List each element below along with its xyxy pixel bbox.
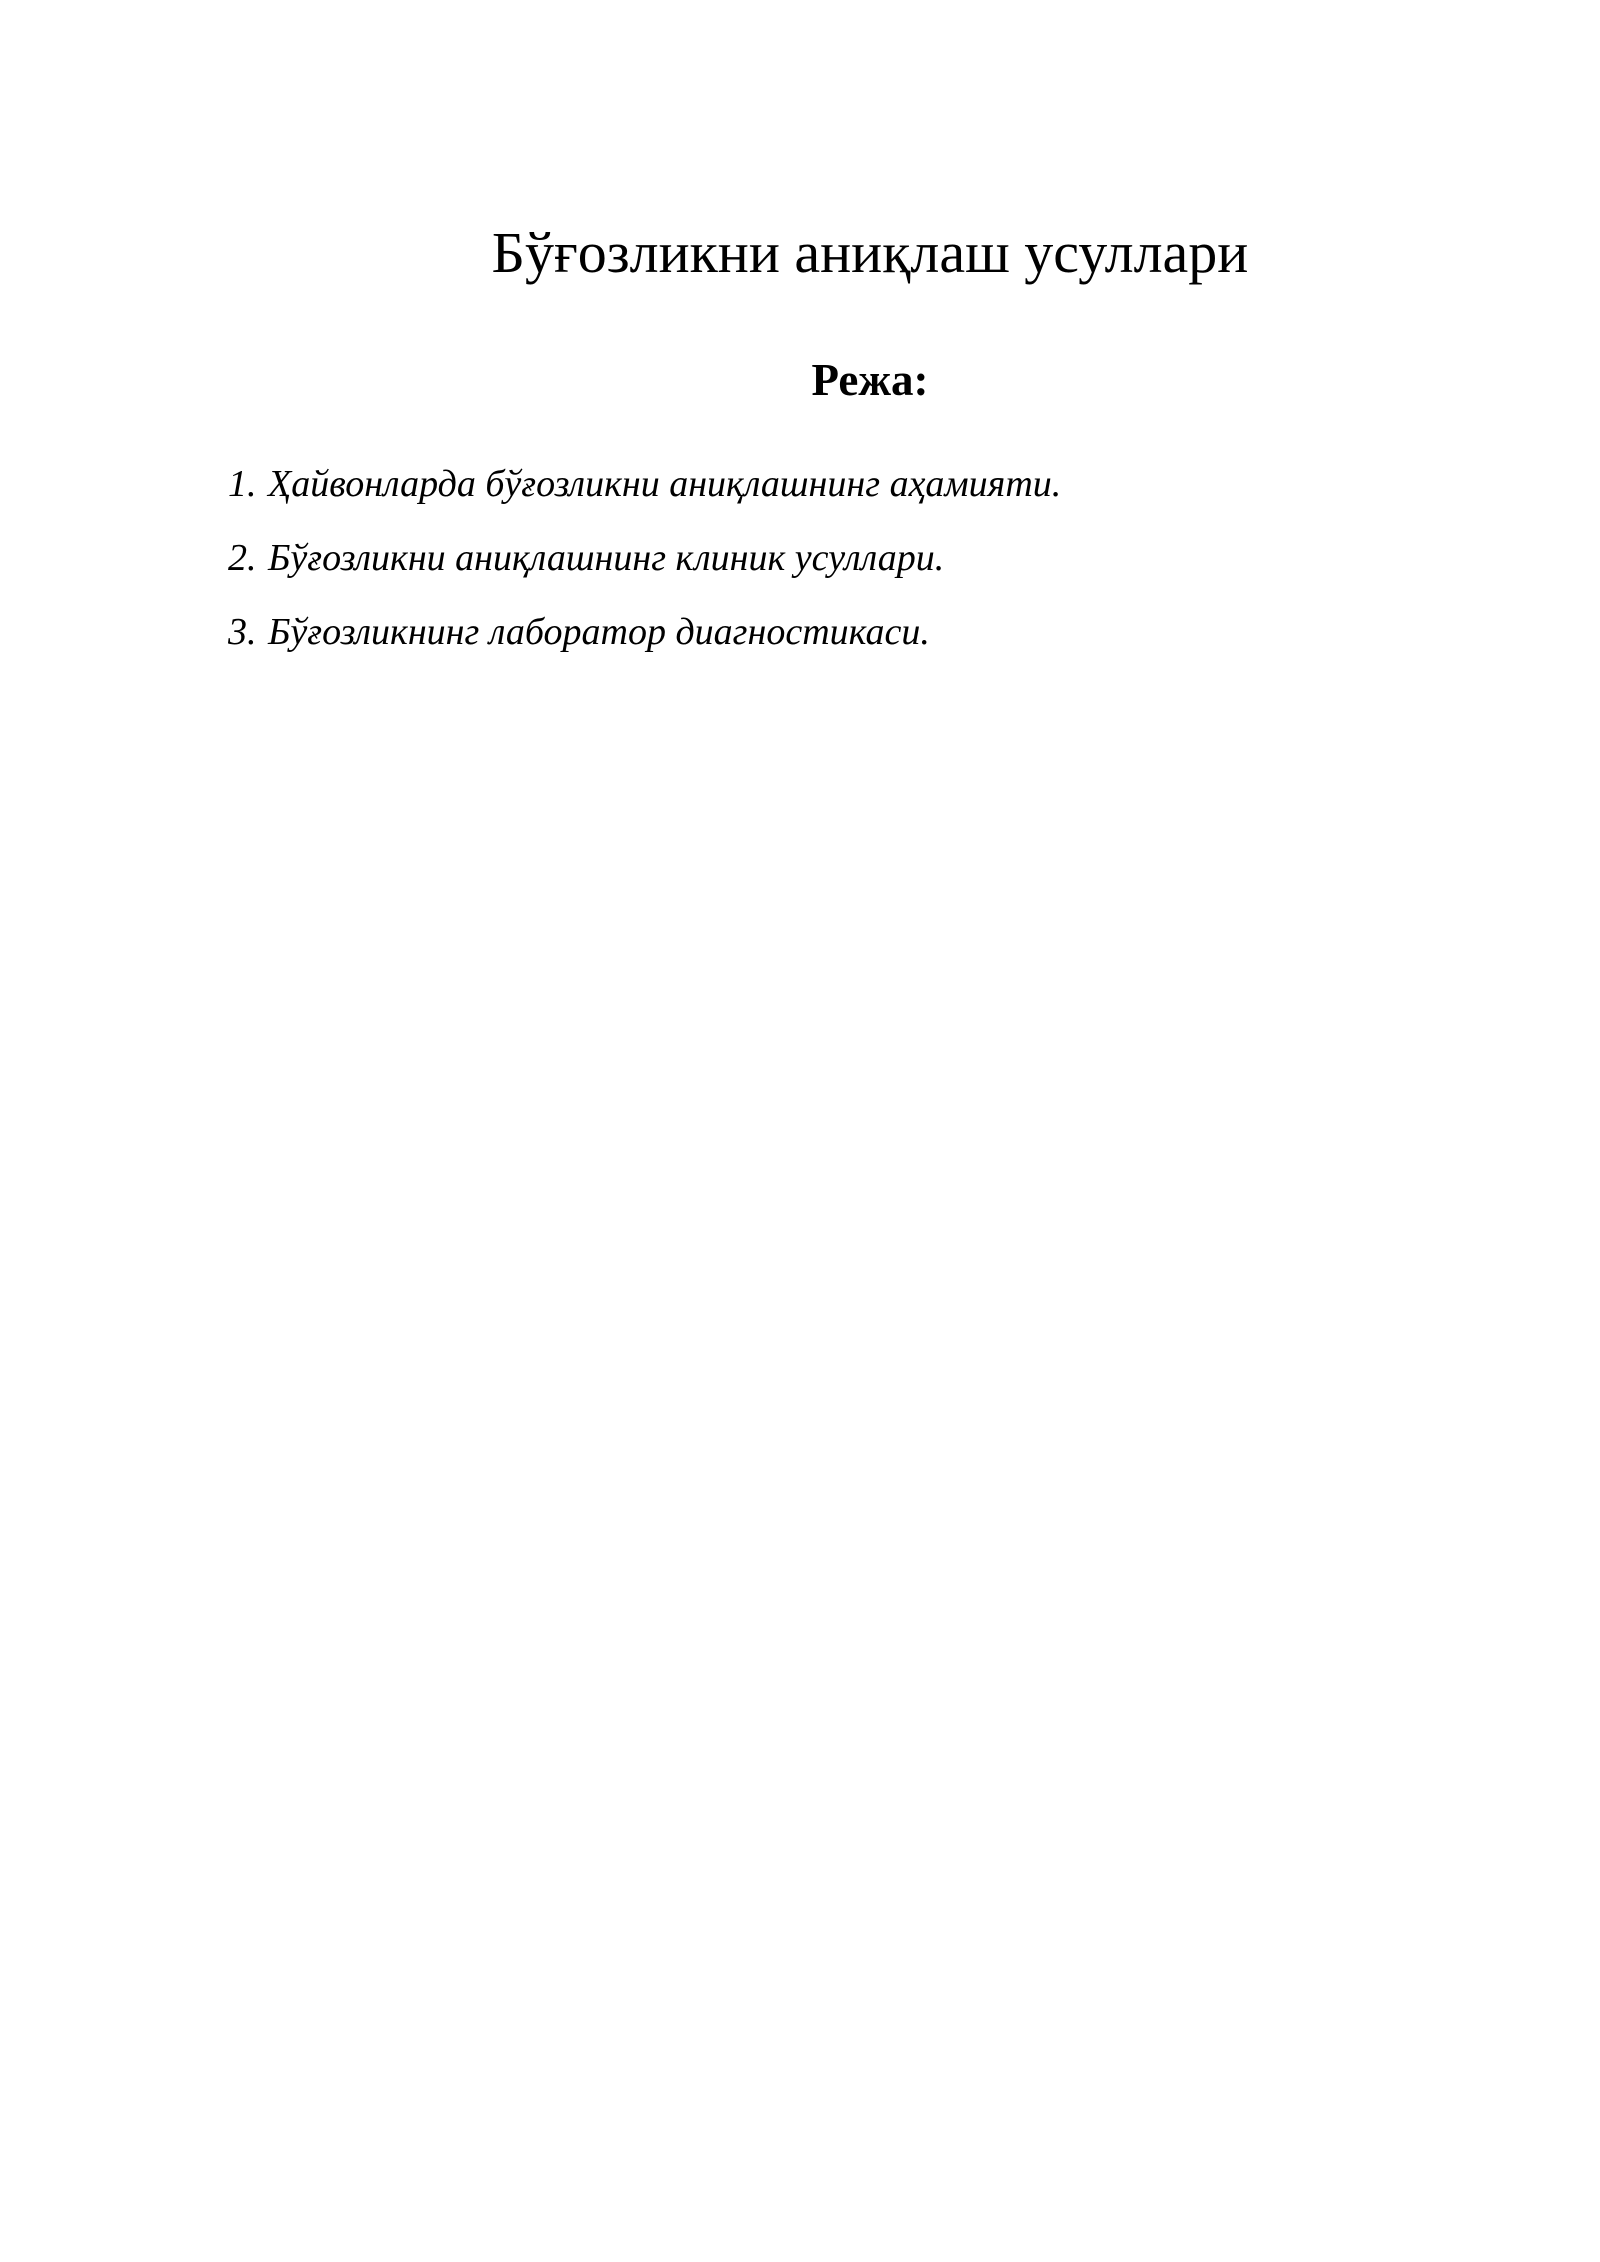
list-item <box>228 610 1061 684</box>
document-title: Бўғозликни аниқлаш усуллари <box>491 220 1249 285</box>
list-item <box>228 536 1061 610</box>
list-item-number: 3. <box>228 611 257 653</box>
list-item-text: Бўғозликни аниқлашнинг клиник усуллари. <box>268 537 945 579</box>
list-item-text: Ҳайвонларда бўғозликни аниқлашнинг аҳамияти. <box>268 463 1062 505</box>
list-item-number: 2. <box>228 537 257 579</box>
plan-list <box>228 462 1061 684</box>
plan-heading: Режа: <box>811 355 929 405</box>
list-item-number: 1. <box>228 463 257 505</box>
list-item-text: Бўғозликнинг лаборатор диагностикаси. <box>268 611 930 653</box>
list-item <box>228 462 1061 536</box>
